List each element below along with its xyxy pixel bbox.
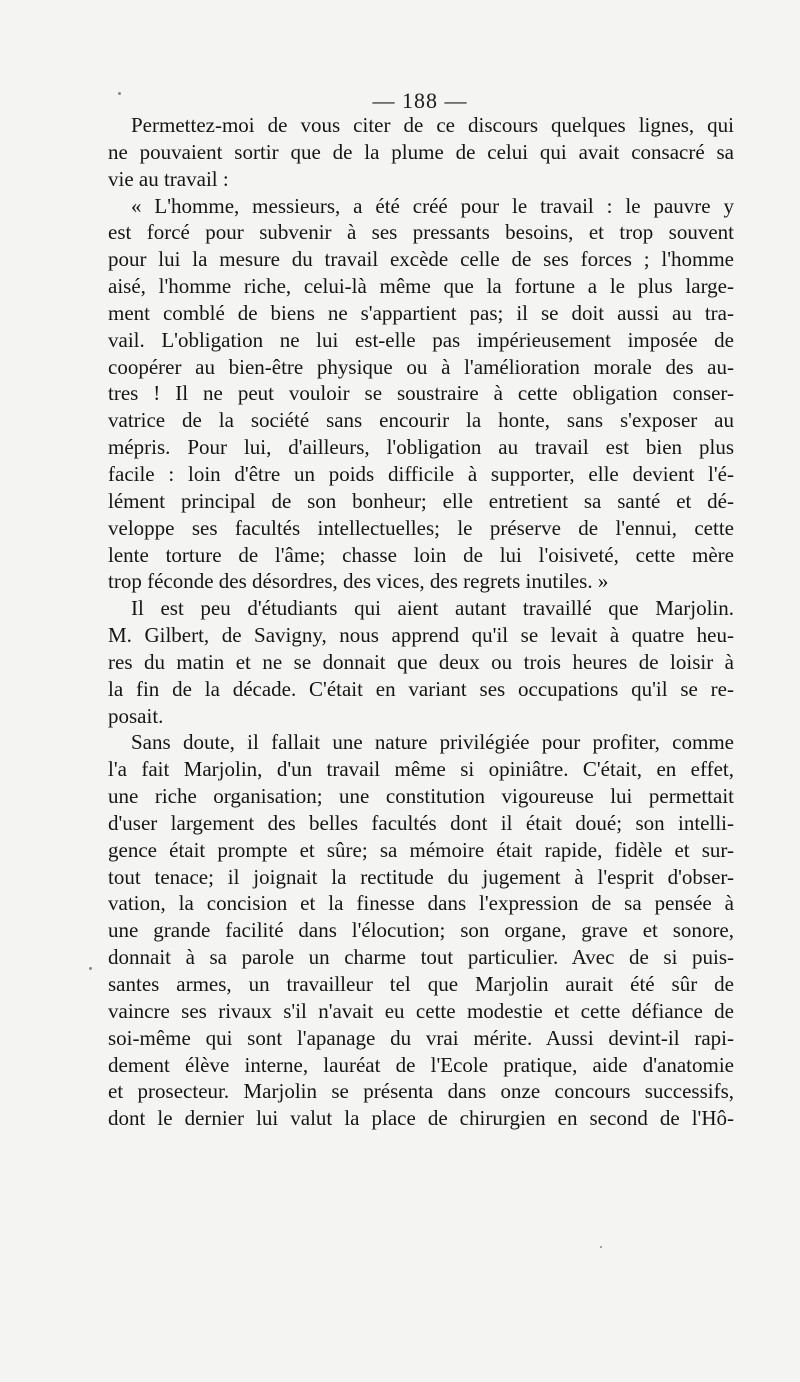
page-number: — 188 — (372, 88, 468, 113)
text-line: Il est peu d'étudiants qui aient autant travaillé que Marjolin. (131, 596, 734, 621)
body-text (108, 112, 734, 1132)
text-line: coopérer au bien-être physique ou à l'amélioration morale des au- (108, 354, 734, 379)
text-line: M. Gilbert, de Savigny, nous apprend qu'il se levait à quatre heu- (108, 623, 734, 648)
text-line: la fin de la décade. C'était en variant ses occupations qu'il se re- (108, 676, 734, 701)
text-line: tres ! Il ne peut vouloir se soustraire à cette obligation conser- (108, 381, 734, 406)
text-line: tout tenace; il joignait la rectitude du jugement à l'esprit d'obser- (108, 864, 734, 889)
text-line: Sans doute, il fallait une nature privilégiée pour profiter, comme (131, 730, 734, 755)
text-line: res du matin et ne se donnait que deux ou trois heures de loisir à (108, 649, 734, 674)
text-line: l'a fait Marjolin, d'un travail même si opiniâtre. C'était, en effet, (108, 757, 734, 782)
text-line: facile : loin d'être un poids difficile à supporter, elle devient l'é- (108, 461, 734, 486)
text-line: vatrice de la société sans encourir la honte, sans s'exposer au (108, 408, 734, 433)
text-line: d'user largement des belles facultés dont il était doué; son intelli- (108, 810, 734, 835)
text-line: gence était prompte et sûre; sa mémoire était rapide, fidèle et sur- (108, 837, 734, 862)
text-line: Permettez-moi de vous citer de ce discours quelques lignes, qui (131, 113, 734, 137)
text-line: soi-même qui sont l'apanage du vrai mérite. Aussi devint-il rapi- (108, 1025, 734, 1050)
text-line: aisé, l'homme riche, celui-là même que la fortune a le plus large- (108, 274, 734, 299)
text-line: vaincre ses rivaux s'il n'avait eu cette modestie et cette défiance de (108, 998, 734, 1023)
text-line: est forcé pour subvenir à ses pressants besoins, et trop souvent (108, 220, 734, 245)
paper-speck (89, 967, 92, 970)
text-line: ment comblé de biens ne s'appartient pas; il se doit aussi au tra- (108, 300, 734, 325)
text-line: et prosecteur. Marjolin se présenta dans onze concours successifs, (108, 1079, 734, 1104)
text-line: vie au travail : (108, 166, 229, 191)
text-line: une grande facilité dans l'élocution; son organe, grave et sonore, (108, 918, 734, 943)
text-line: ne pouvaient sortir que de la plume de celui qui avait consacré sa (108, 139, 734, 164)
text-line: vail. L'obligation ne lui est-elle pas impérieusement imposée de (108, 327, 734, 352)
text-line: lément principal de son bonheur; elle entretient sa santé et dé- (108, 488, 734, 513)
text-line: lente torture de l'âme; chasse loin de lui l'oisiveté, cette mère (108, 542, 734, 567)
text-line: dement élève interne, lauréat de l'Ecole pratique, aide d'anatomie (108, 1052, 734, 1077)
text-line: posait. (108, 703, 164, 728)
text-line: donnait à sa parole un charme tout particulier. Avec de si puis- (108, 945, 734, 970)
paper-speck (600, 1246, 602, 1248)
text-line: mépris. Pour lui, d'ailleurs, l'obligation au travail est bien plus (108, 435, 734, 460)
text-line: trop féconde des désordres, des vices, des regrets inutiles. » (108, 569, 609, 594)
text-line: une riche organisation; une constitution vigoureuse lui permettait (108, 784, 734, 809)
paper-speck (118, 92, 121, 95)
text-line: santes armes, un travailleur tel que Marjolin aurait été sûr de (108, 972, 734, 996)
text-line: « L'homme, messieurs, a été créé pour le travail : le pauvre y (131, 193, 734, 218)
text-line: dont le dernier lui valut la place de chirurgien en second de l'Hô- (108, 1106, 734, 1131)
text-line: vation, la concision et la finesse dans l'expression de sa pensée à (108, 891, 734, 916)
text-line: veloppe ses facultés intellectuelles; le préserve de l'ennui, cette (108, 515, 734, 540)
text-line: pour lui la mesure du travail excède celle de ses forces ; l'homme (108, 247, 734, 272)
